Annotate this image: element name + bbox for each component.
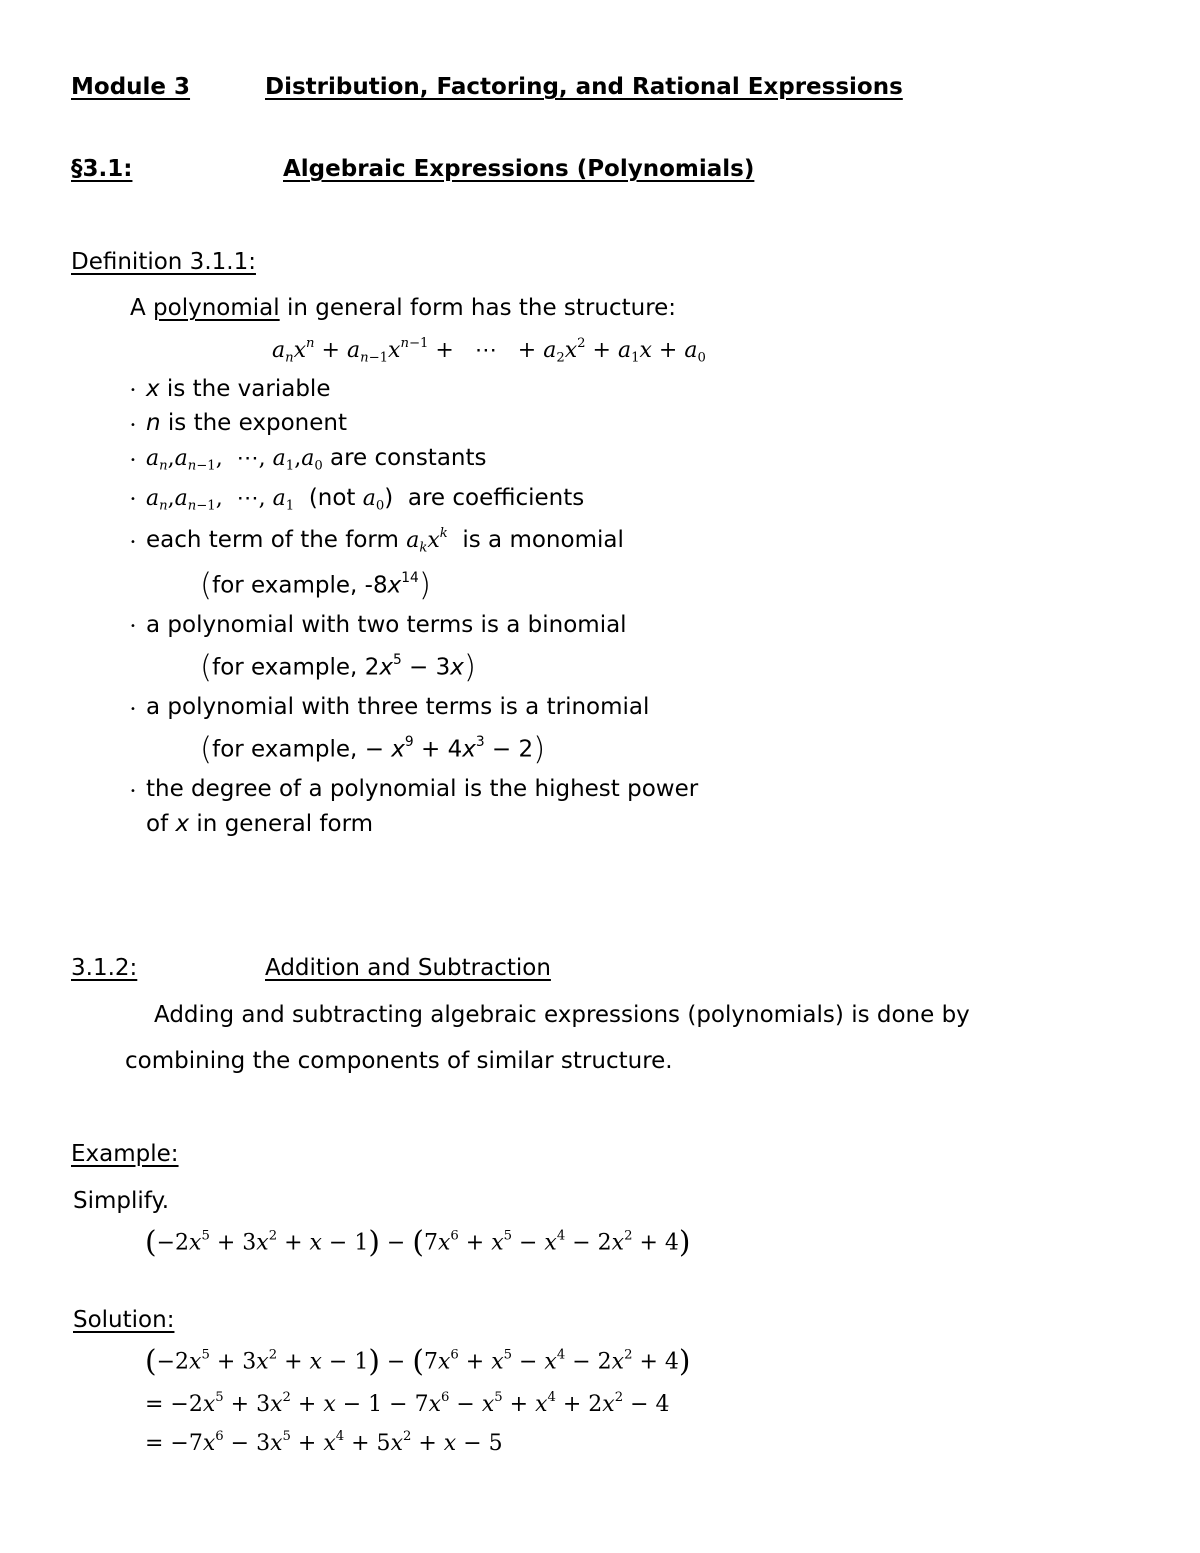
bullet-coefficients: $a_n,a_{n-1}$, ⋯, $a_1$ (not $a_0$) are coefficients xyxy=(146,485,585,514)
subsection-paragraph-line2: combining the components of similar structure. xyxy=(125,1048,673,1074)
definition-intro xyxy=(130,297,676,320)
section-title: Algebraic Expressions (Polynomials) xyxy=(283,156,755,182)
bullet-dot: • xyxy=(130,494,136,505)
monomial-example: (for example, $-8x^{14}$) xyxy=(200,567,431,603)
example-instruction: Simplify. xyxy=(73,1188,170,1214)
bullet-exponent: n is the exponent xyxy=(146,410,347,436)
bullet-dot: • xyxy=(130,621,136,632)
example-label: Example: xyxy=(71,1141,179,1167)
subsection-label: 3.1.2: xyxy=(71,955,138,981)
section-label: §3.1: xyxy=(71,156,133,182)
polynomial-term: polynomial xyxy=(153,295,280,321)
solution-step-2: = $-2x^5 + 3x^2 + x - 1 - 7x^6 - x^5 + x^4 + 2x^2 - 4$ xyxy=(145,1390,670,1417)
example-expression: $(-2x^5 + 3x^2 + x - 1) - (7x^6 + x^5 - x^4 - 2x^2 + 4)$ xyxy=(145,1225,691,1260)
trinomial-example: (for example, − $x^9 + 4x^3 - 2$) xyxy=(200,731,546,767)
module-title: Distribution, Factoring, and Rational Expressions xyxy=(265,74,903,100)
bullet-degree-line1: the degree of a polynomial is the highest power xyxy=(146,776,699,802)
bullet-dot: • xyxy=(130,537,136,548)
bullet-dot: • xyxy=(130,420,136,431)
solution-step-3: = $-7x^6 - 3x^5 + x^4 + 5x^2 + x - 5$ xyxy=(145,1429,503,1456)
bullet-monomial: each term of the form $a_kx^k$ is a monomial xyxy=(146,526,624,556)
intro-suffix: in general form has the structure: xyxy=(279,295,677,321)
bullet-degree-line2: of x in general form xyxy=(146,811,374,837)
bullet-dot: • xyxy=(130,385,136,396)
definition-label: Definition 3.1.1: xyxy=(71,249,256,275)
general-form-formula: $a_nx^n + a_{n-1}x^{n-1}$ + ⋯ + $a_2x^2 + a_1x + a_0$ xyxy=(272,336,706,366)
bullet-dot: • xyxy=(130,455,136,466)
bullet-dot: • xyxy=(130,786,136,797)
intro-prefix: A xyxy=(130,295,154,321)
bullet-constants: $a_n,a_{n-1}$, ⋯, $a_1,a_0$ are constants xyxy=(146,445,487,474)
solution-step-1: $(-2x^5 + 3x^2 + x - 1) - (7x^6 + x^5 - x^4 - 2x^2 + 4)$ xyxy=(145,1344,691,1379)
subsection-paragraph-line1: Adding and subtracting algebraic expressions (polynomials) is done by xyxy=(154,1002,970,1028)
subsection-title: Addition and Subtraction xyxy=(265,955,551,981)
solution-label: Solution: xyxy=(73,1307,175,1333)
bullet-variable: x is the variable xyxy=(146,376,331,402)
module-label: Module 3 xyxy=(71,74,191,100)
bullet-trinomial: a polynomial with three terms is a trinomial xyxy=(146,694,650,720)
bullet-dot: • xyxy=(130,704,136,715)
binomial-example: (for example, $2x^5 - 3x$) xyxy=(200,649,477,685)
bullet-binomial: a polynomial with two terms is a binomial xyxy=(146,612,627,638)
